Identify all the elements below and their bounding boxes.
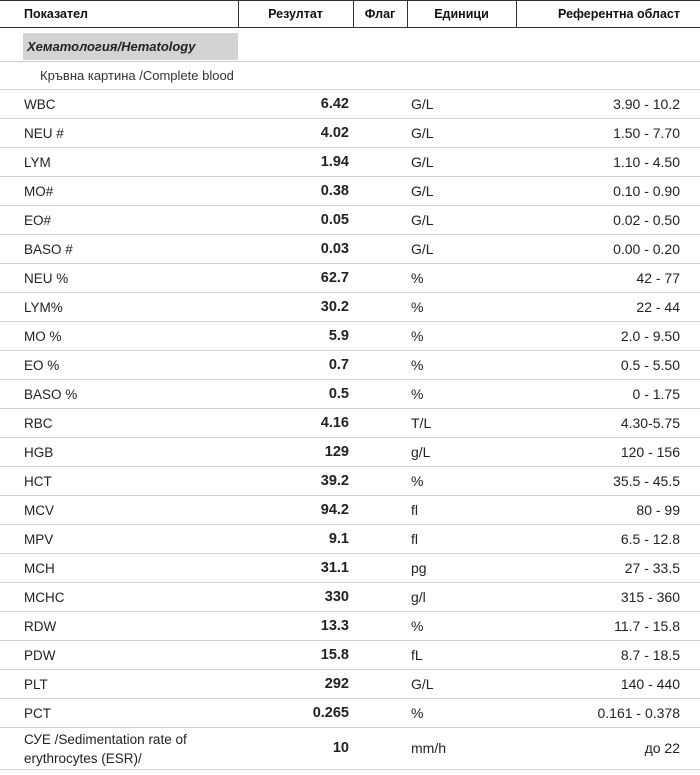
test-name: MCH [0,554,238,583]
test-name: EO# [0,206,238,235]
test-unit: % [407,293,516,322]
test-name: MCV [0,496,238,525]
test-reference: 315 - 360 [516,583,700,612]
test-flag [353,467,407,496]
test-result: 0.38 [238,177,353,206]
table-row [0,148,700,177]
table-row [0,699,700,728]
table-row [0,525,700,554]
test-name: WBC [0,90,238,119]
test-flag [353,351,407,380]
test-name: HGB [0,438,238,467]
test-result: 13.3 [238,612,353,641]
test-flag [353,699,407,728]
test-result: 31.1 [238,554,353,583]
test-name: PLT [0,670,238,699]
test-unit: fL [407,641,516,670]
test-unit: G/L [407,235,516,264]
test-reference: 1.10 - 4.50 [516,148,700,177]
test-name: BASO # [0,235,238,264]
table-row [0,119,700,148]
test-result: 0.05 [238,206,353,235]
test-name: PDW [0,641,238,670]
test-result: 4.02 [238,119,353,148]
header-reference: Референтна област [516,1,700,28]
test-flag [353,206,407,235]
test-name: NEU # [0,119,238,148]
test-reference: 0.161 - 0.378 [516,699,700,728]
test-result: 129 [238,438,353,467]
test-unit: % [407,380,516,409]
test-reference: 140 - 440 [516,670,700,699]
test-flag [353,119,407,148]
test-flag [353,322,407,351]
table-row [0,177,700,206]
test-unit: G/L [407,148,516,177]
test-result: 292 [238,670,353,699]
test-unit: G/L [407,90,516,119]
test-name: MCHC [0,583,238,612]
test-unit: % [407,351,516,380]
test-unit: g/L [407,438,516,467]
test-unit: fl [407,496,516,525]
table-header [0,1,700,28]
table-row [0,264,700,293]
test-name: MO# [0,177,238,206]
test-result: 15.8 [238,641,353,670]
header-result: Резултат [238,1,353,28]
test-result: 94.2 [238,496,353,525]
test-reference: 120 - 156 [516,438,700,467]
test-unit: pg [407,554,516,583]
test-result: 39.2 [238,467,353,496]
table-row [0,583,700,612]
test-name: СУЕ /Sedimentation rate of erythrocytes (ESR)/ [0,728,238,770]
test-reference: 2.0 - 9.50 [516,322,700,351]
test-name: EO % [0,351,238,380]
test-result: 0.03 [238,235,353,264]
test-result: 0.5 [238,380,353,409]
test-result: 10 [238,728,353,770]
table-row [0,467,700,496]
test-flag [353,641,407,670]
test-name: RBC [0,409,238,438]
section-cell [0,28,238,62]
test-result: 330 [238,583,353,612]
test-flag [353,148,407,177]
test-reference: 4.30-5.75 [516,409,700,438]
test-unit: G/L [407,119,516,148]
test-flag [353,264,407,293]
test-reference: 0.5 - 5.50 [516,351,700,380]
test-reference: 11.7 - 15.8 [516,612,700,641]
test-name: NEU % [0,264,238,293]
test-flag [353,90,407,119]
table-row [0,496,700,525]
test-reference: 6.5 - 12.8 [516,525,700,554]
test-unit: % [407,699,516,728]
table-row [0,351,700,380]
test-flag [353,235,407,264]
test-result: 0.7 [238,351,353,380]
test-reference: 3.90 - 10.2 [516,90,700,119]
test-flag [353,177,407,206]
test-reference: 0.00 - 0.20 [516,235,700,264]
test-flag [353,409,407,438]
test-unit: mm/h [407,728,516,770]
test-result: 0.265 [238,699,353,728]
test-flag [353,293,407,322]
test-name: PCT [0,699,238,728]
test-unit: G/L [407,177,516,206]
test-unit: g/l [407,583,516,612]
section-row [0,28,700,62]
header-units: Единици [407,1,516,28]
test-reference: 0 - 1.75 [516,380,700,409]
test-reference: 35.5 - 45.5 [516,467,700,496]
test-reference: до 22 [516,728,700,770]
test-name: BASO % [0,380,238,409]
test-reference: 8.7 - 18.5 [516,641,700,670]
test-flag [353,670,407,699]
test-result: 6.42 [238,90,353,119]
table-row [0,293,700,322]
test-unit: G/L [407,206,516,235]
test-unit: fl [407,525,516,554]
test-result: 9.1 [238,525,353,554]
test-flag [353,525,407,554]
subsection-row [0,62,700,90]
table-row [0,235,700,264]
test-unit: T/L [407,409,516,438]
test-unit: % [407,322,516,351]
table-row [0,380,700,409]
section-title: Хематология/Hematology [23,33,238,60]
test-name: LYM [0,148,238,177]
test-unit: % [407,612,516,641]
test-reference: 80 - 99 [516,496,700,525]
test-flag [353,380,407,409]
results-body [0,90,700,770]
test-flag [353,554,407,583]
test-reference: 27 - 33.5 [516,554,700,583]
table-row [0,322,700,351]
test-result: 62.7 [238,264,353,293]
test-reference: 0.02 - 0.50 [516,206,700,235]
table-row [0,554,700,583]
test-unit: G/L [407,670,516,699]
table-row [0,90,700,119]
table-row [0,641,700,670]
test-reference: 0.10 - 0.90 [516,177,700,206]
table-row [0,409,700,438]
table-row [0,728,700,770]
test-reference: 1.50 - 7.70 [516,119,700,148]
header-parameter: Показател [0,1,238,28]
table-row [0,438,700,467]
test-result: 4.16 [238,409,353,438]
table-row [0,206,700,235]
table-row [0,670,700,699]
test-flag [353,612,407,641]
test-name: HCT [0,467,238,496]
test-result: 5.9 [238,322,353,351]
test-flag [353,496,407,525]
subsection-title: Кръвна картина /Complete blood [0,62,700,90]
test-unit: % [407,264,516,293]
test-flag [353,583,407,612]
test-result: 30.2 [238,293,353,322]
test-name: MO % [0,322,238,351]
test-name: LYM% [0,293,238,322]
header-flag: Флаг [353,1,407,28]
test-flag [353,728,407,770]
test-result: 1.94 [238,148,353,177]
test-flag [353,438,407,467]
test-reference: 22 - 44 [516,293,700,322]
test-name: MPV [0,525,238,554]
test-unit: % [407,467,516,496]
test-name: RDW [0,612,238,641]
test-reference: 42 - 77 [516,264,700,293]
table-row [0,612,700,641]
